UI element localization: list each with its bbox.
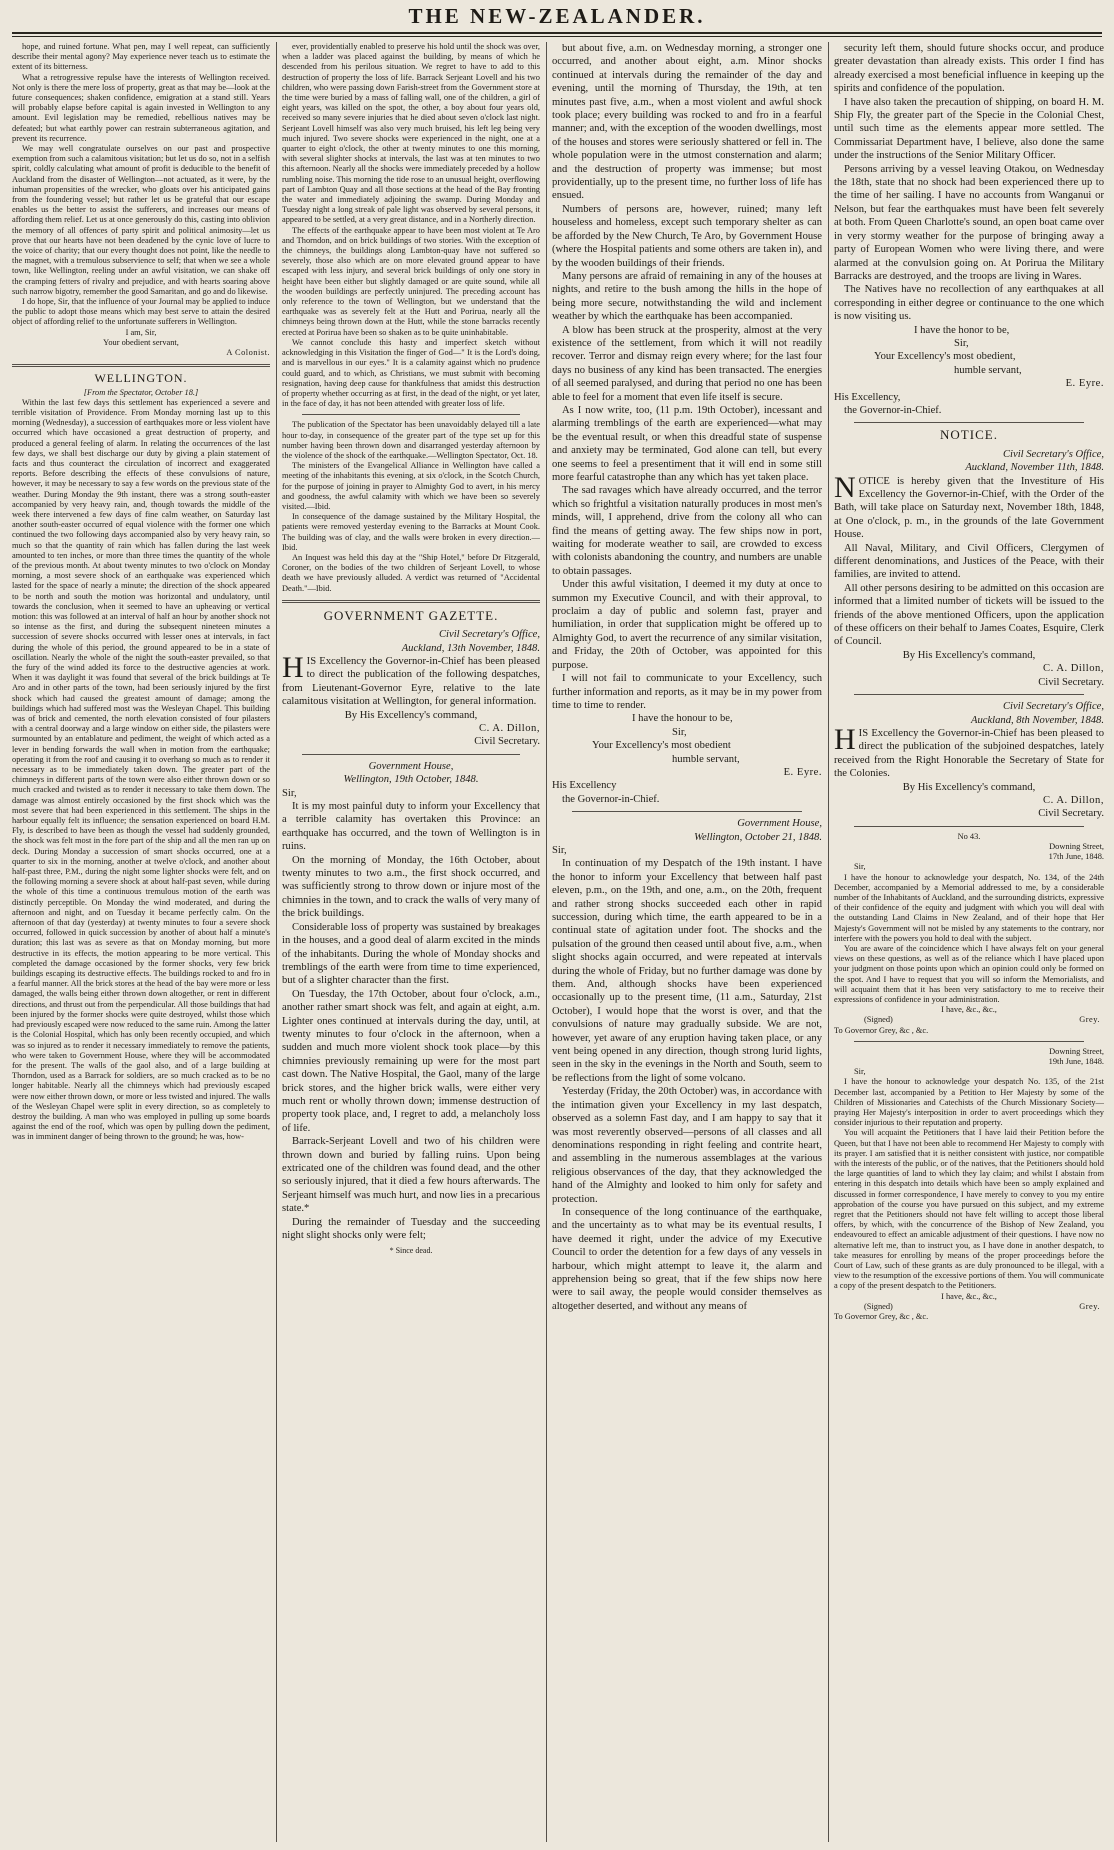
notice-paragraph: All Naval, Military, and Civil Officers, Clergymen of different denominations, and Justices of the Peace, with their families, are invited to attend.	[834, 542, 1104, 581]
addressee: His Excellency,	[834, 391, 901, 403]
place-line: Government House,	[368, 760, 454, 772]
source-line: [From the Spectator, October 18.]	[83, 387, 199, 397]
article-paragraph: ever, providentially enabled to preserve his hold until the shock was over, when a ladder was placed against the building, by means of which he descended from his perilous situation. We regret to have to add to this destruction of property the loss of life. Barrack Serjeant Lovell and his two children, who were passing down Farish-street from the Government store at the time were buried by a mass of falling wall, one of the children, a girl of eight years, was killed on the spot, the other, a boy about four years old, received so many severe injuries that he died about seven o'clock last night. Serjeant Lovell himself was also very much bruised, his left leg being very much injured. Two severe shocks were experienced in the night, one at a quarter to eight o'clock, the other at twenty minutes to one this morning, with several slighter shocks at intervals, the last was at ten minutes to two this afternoon. Nearly all the shocks were immediately preceded by a hollow rumbling noise. This morning the tide rose to an unusual height, overflowing part of Lambton Quay and all those sections at the head of the Bay fronting the water and immediately adjoining the swamp. During Monday and Tuesday night a long streak of pale light was observed by several persons, it appeared to be settled, at a very great distance, and in a Northerly direction.	[282, 42, 540, 225]
drop-cap: N	[834, 470, 856, 504]
despatch-paragraph: Under this awful visitation, I deemed it my duty at once to summon my Executive Council, and with their approval, to proclaim a day of public and solemn fast, prayer and humiliation, in order that supplication might be offered up to Almighty God, to avert the recurrence of any similar visitation, and Friday, the 20th of October, was appointed for this purpose.	[552, 579, 822, 671]
addressee: the Governor-in-Chief.	[844, 404, 942, 416]
signed-label: (Signed)	[864, 1301, 893, 1311]
despatch-paragraph: I have also taken the precaution of shipping, on board H. M. Ship Fly, the greater part of the Specie in the Colonial Chest, until such time as the elements appear more settled. The Commissariat Department have, I believe, also done the same under the instructions of the Senior Military Officer.	[834, 96, 1104, 162]
command-line: By His Excellency's command,	[344, 709, 478, 721]
column-1	[12, 42, 270, 1842]
despatch-paragraph: security left them, should future shocks occur, and produce greater devastation than already exists. This order I find has already exercised a most beneficial influence in keeping up the spirits and confidence of the population.	[834, 43, 1104, 95]
signature-title: Civil Secretary.	[474, 736, 540, 748]
despatch-paragraph: During the remainder of Tuesday and the succeeding night slight shocks only were felt;	[282, 1216, 540, 1242]
signature: Grey.	[1079, 1301, 1100, 1311]
letter-paragraph: We may well congratulate ourselves on our past and prospective exemption from such a calamitous visitation; but let us do so, not in a selfish spirit, coldly calculating what amount of profit is deducible to the benefit of Auckland from the disaster of Wellington—not actuated, as it were, by the inhuman propensities of the wrecker, who gloats over his anticipated gains from the foundering vessel; but rather let us be grateful that our escape enables us the better to assist the sufferers, and increases our means of affording them relief. Let us at once generously do this, casting into oblivion the memory of all offences of party spirit and political animosity—let us prove that our hearts have not been deadened by the cynic love of lucre to the voice of charity; that our every thought does not point, like the needle to the magnet, with a tremulous subservience to self; that when we see a whole town, like Wellington, reeling under an awful visitation, we can shake off the cramping fetters of rivalry and prejudice, and with hearts soaring above such narrow bigotry, remember the good Samaritan, and go and do likewise.	[12, 144, 270, 296]
addressee: To Governor Grey, &c , &c.	[834, 1312, 929, 1322]
despatch-paragraph: On Tuesday, the 17th October, about four o'clock, a.m., another rather smart shock was felt, and again at eight, a.m. Lighter ones continued at intervals during the day, until, at twenty minutes to four o'clock in the afternoon, when a sudden and much more violent shock took place—by this chimnies previously remaining up were for the most part cast down. The Native Hospital, the Gaol, many of the large brick stores, and the higher brick walls, were either very much rent or wholly thrown down; immense destruction of property took place, and, I regret to add, a melancholy loss of life.	[282, 988, 540, 1134]
place-line: Downing Street,	[1049, 1046, 1104, 1056]
despatch-paragraph: but about five, a.m. on Wednesday morning, a stronger one occurred, and another about eight, a.m. Minor shocks continued at intervals during the remainder of the day and evening, until the morning of Thursday, the 19th, at ten minutes past five, a.m., when a most violent and awful shock took place; every building was rocked to and fro in a fearful manner; and, with the exception of the wooden dwellings, most of the houses and stores were seriously shattered or fell in. The whole population were in the utmost consternation and alarm; and the destruction of property was immense; but most providentially, up to the present time, no further loss of life has ensued.	[552, 43, 822, 202]
signature: Grey.	[1079, 1015, 1100, 1025]
signature: C. A. Dillon,	[1043, 794, 1104, 806]
despatch-paragraph: The sad ravages which have already occurred, and the terror which so frightful a visitation naturally produces in most men's minds, will, I apprehend, drive from the colony all who can find the means of getting away. The few ships now in port, waiting for moderate weather to sail, are crowded to excess with colonists abandoning the country, and numbers are unable to obtain passages.	[552, 485, 822, 577]
closing-line: Your Excellency's most obedient	[592, 740, 731, 752]
signature: C. A. Dillon,	[1043, 663, 1104, 675]
despatch-paragraph: It is my most painful duty to inform your Excellency that a terrible calamity has overtaken this Province: an earthquake has occurred, and the town of Wellington is in ruins.	[282, 801, 540, 853]
drop-cap: H	[282, 650, 304, 684]
despatch-paragraph: The Natives have no recollection of any earthquakes at all corresponding in either degree or continuance to the one which is now visiting us.	[834, 284, 1104, 323]
place-line: Downing Street,	[1049, 841, 1104, 851]
signature: C. A. Dillon,	[479, 723, 540, 735]
despatch-paragraph: Many persons are afraid of remaining in any of the houses at nights, and retire to the bush among the hills in the hope of being more secure, notwithstanding the wild and inclement weather by which the earthquake has been accompanied.	[552, 270, 822, 323]
letter-closing: I am, Sir,	[125, 327, 157, 337]
footnote: * Since dead.	[389, 1246, 433, 1256]
letter-signature: A Colonist.	[226, 348, 270, 358]
despatch-paragraph: Considerable loss of property was sustained by breakages in the houses, and a good deal of alarm excited in the minds of the inhabitants. During the whole of Monday shocks and tremblings of the earth were from time to time experienced, but of a slighter character than the first.	[282, 921, 540, 987]
office-line: Civil Secretary's Office,	[1002, 701, 1104, 713]
closing-line: I have the honor to be,	[914, 324, 1010, 336]
command-line: By His Excellency's command,	[902, 781, 1036, 793]
addressee: To Governor Grey, &c , &c.	[834, 1025, 929, 1035]
letter-closing: Your obedient servant,	[103, 337, 179, 347]
letter-paragraph: I do hope, Sir, that the influence of your Journal may be applied to induce the public to adopt those means which may best serve to attain the desired object of affording relief to the unfortunate sufferers in Wellington.	[12, 297, 270, 327]
date-line: Auckland, November 11th, 1848.	[965, 462, 1104, 474]
date-line: Auckland, 8th November, 1848.	[971, 714, 1104, 726]
section-rule	[572, 811, 802, 812]
despatch-paragraph: I have the honour to acknowledge your despatch, No. 134, of the 24th December, accompanied by a Memorial addressed to me, by a considerable number of the Inhabitants of Auckland, and the surrounding districts, expressive of their confidence of the equity and judgment with which you will deal with the outstanding Land Claims in New Zealand, and of their hope that Her Majesty's Government will not be misled by any statements to the contrary, nor interfere with the powers you hold to deal with the subject.	[834, 872, 1104, 943]
date-line: Auckland, 13th November, 1848.	[401, 642, 540, 654]
notice-text: OTICE is hereby given that the Investiture of His Excellency the Governor-in-Chief, with the Order of the Bath, will take place on Saturday next, November 18th, 1848, at One o'clock, p. m., in the grounds of the late Government House.	[834, 475, 1104, 541]
newspaper-columns	[12, 42, 1104, 1842]
addressee: His Excellency	[552, 780, 617, 792]
closing-line: Sir,	[954, 337, 969, 349]
despatch-number: No 43.	[957, 831, 981, 841]
article-paragraph: Within the last few days this settlement has experienced a severe and terrible visitation of Providence. From Monday morning last up to this morning (Wednesday), a succession of earthquakes more or less violent have occurred which have occasioned a great destruction of property, and produced a general feeling of alarm. In relating the occurrences of the last few days, we shall best discharge our duty by giving a plain statement of facts and thus counteract the circulation of incorrect and exaggerated reports. Before describing the effects of these convulsions of nature, however, it may be necessary to say a few words on the previous state of the weather. During Monday the 9th instant, there was a strong south-easter accompanied by very heavy rain, and, though towards the middle of the week there intervened a few days of fine calm weather, on Saturday last another south-easter occurred of equal violence with the former one which continued the two following days accompanied also by very heavy rain, so much so that the quantity of rain which has fallen during the last week amounted to ten inches, or more than three times the quantity of the whole of the previous month. At about twenty minutes to two o'clock on Monday morning, a most severe shock of an earthquake was experienced which lasted for the space of nearly a minute; the direction of the shock appeared to be north and south the motion was horizontal and undulatory, until towards the conclusion, when it seemed to have an upheaving or vertical motion: this was followed at an interval of half an hour by another shock not so intense as the first, and during the subsequent nineteen minutes a succession of severe shocks occurred with lesser ones at intervals, in fact during the whole of this period, the ground appeared to be in a state of oscillation. Nearly the whole of the night the south-easter prevailed, so that the fury of the wind added its force to the destructive agencies at work. When it was daylight it was found that several of the brick buildings at Te Aro and in other parts of the town, had been seriously injured by the first shock which had caused the greatest amount of damage; among the buildings which had suffered most was the Wesleyan Chapel. This building was of brick and cemented, the north elevation consisted of four pilasters with a central doorway and a large window on either side, the pilasters were surmounted by an entablature and pediment, the weight of which acted as a lever in bending forwards the wall when in motion from the earthquake; operating it from the roof and causing it to overhang so much as to render it necessary as to be immediately taken down. The greater part of the chimneys in different parts of the town were also either thrown down or so much cracked and twisted as to render it necessary to take them down. The damage was almost entirely occasioned by the first shock which was the most severe that had been experienced in this settlement. The ships in the harbour equally felt its influence; the sensation experienced on board H.M. Fly, is described to have been as though the vessel had suddenly grounded, the shock was felt most in the fore part of the ship and all the men ran up on deck. During Monday a succession of smart shocks occurred, one at a quarter to six in the morning, another at twelve o'clock, and another about half-past three, P.M., during the night some lighter shocks were felt, and on the following morning a severe shock at about half-past seven, while during the whole of this time a continuous tremulous motion of the earth was distinctly perceptible. On Monday the wind moderated, and during the afternoon and night, and on Tuesday it became perfectly calm. On the afternoon of that day (yesterday) at twenty minutes to four a severe shock occurred, followed in quick succession by another of about half a minute's duration; this last was as severe as that on Monday morning, but more destructive in its effects, the motion appearing to be more vertical. This completed the damage occasioned by the former shocks, very few brick buildings escaping its destructive effects. The buildings rocked to and fro in a fearful manner. All the brick stores at the head of the bay were more or less damaged, the walls being either thrown down altogether, or rent in different directions, and thrust out from the perpendicular. All those buildings that had been injured by the former shocks were quite destroyed, whilst those which had previously escaped were now reduced to the same ruin. Among the latter is the Colonial Hospital, which has only been recently occupied, and which was so injured as to render it necessary immediately to remove the patients, who were taken to Government House, where they will be accommodated for the present. The walls of the gaol also, and of a large building at Thorndon, used as a Barrack for soldiers, are so much cracked as to be no longer habitable. Nearly all the chimneys which had previously escaped were now either thrown down, or more or less twisted and injured. The walls of the Wesleyan Chapel were split in every direction, so as completely to destroy the building. A man who was employed in pulling up some boards against the end of the roof, which was open by pulling down the pediment, was in imminent danger of being thrown to the ground; he was, how-	[12, 397, 270, 1142]
column-divider	[828, 42, 829, 1842]
section-heading: GOVERNMENT GAZETTE.	[323, 607, 499, 623]
column-2	[282, 42, 540, 1842]
gazette-text: IS Excellency the Governor-in-Chief has been pleased to direct the publication of the following despatches, from Lieutenant-Governor Eyre, relative to the late calamitous visitation at Wellington, for general information.	[282, 655, 540, 708]
despatch-paragraph: A blow has been struck at the prosperity, almost at the very existence of the settlement, from which it will not readily recover. Terror and dismay reign every where; for the last four days no business of any kind has been transacted. The energies of all seemed paralysed, and during that period no one has been able to feel for a moment that even life itself is secure.	[552, 324, 822, 403]
despatch-paragraph: Persons arriving by a vessel leaving Otakou, on Wednesday the 18th, state that no shock had been experienced there up to the time of her sailing. I have no accounts from Wanganui or Nelson, but fear the earthquakes must have been felt severely at both. From Queen Charlotte's sound, an open boat came over in very stormy weather for the purpose of bringing away a party of European Women who were living there, and were alarmed at the convulsion going on. At Porirua the Military Barracks are destroyed, and the troops are living in Wares.	[834, 163, 1104, 282]
closing-line: Sir,	[672, 726, 687, 738]
despatch-paragraph: As I now write, too, (11 p.m. 19th October), incessant and alarming tremblings of the earth are experienced—what may be the eventual result, or when this dreadful state of suspense and anxiety may be terminated, God alone can tell, but every one seems to feel a presentiment that it will end in some still more fearful catastrophe than any which has yet taken place.	[552, 404, 822, 483]
section-rule	[12, 364, 270, 367]
section-rule	[854, 422, 1084, 423]
news-note: An Inquest was held this day at the "Ship Hotel," before Dr Fitzgerald, Coroner, on the bodies of the two children of Serjeant Lovell, to whose death we have previously alluded. A verdict was returned of "Accidental Death."—Ibid.	[282, 552, 540, 593]
despatch-paragraph: In consequence of the long continuance of the earthquake, and the uncertainty as to what may be its eventual results, I have deemed it right, under the advice of my Executive Council to order the detention for a few days of any vessels in harbour, which might attempt to leave it, the alarm and apprehension being so great, that if the few ships now here were to sail away, the people would consider themselves as altogether deserted, and without any means of	[552, 1206, 822, 1312]
date-line: Wellington, October 21, 1848.	[694, 831, 822, 843]
column-divider	[546, 42, 547, 1842]
despatch-paragraph: Barrack-Serjeant Lovell and two of his children were thrown down and buried by falling ruins. Upon being extricated one of the children was found dead, and the other so seriously injured, that it died a few hours afterwards. The Serjeant himself was much hurt, and now lies in a precarious state.*	[282, 1136, 540, 1215]
section-rule	[282, 600, 540, 603]
section-rule	[854, 1041, 1084, 1042]
despatch-paragraph: You will acquaint the Petitioners that I have laid their Petition before the Queen, but that I have not been able to recommend Her Majesty to comply with its prayer. I am satisfied that it is neither consistent with justice, nor compatible with the interests of the public, or of the natives, that the Petitioners should hold the large quantities of land to which they lay claim; and whilst I abstain from entering in this despatch into details which have been so amply explained and discussed in former correspondence, I have merely to convey to you my entire approbation of the course you have pursued on this subject, and my extreme regret that the Petitioners should not have felt willing to accept those liberal offers, by which, with the concurrence of the Bishop of New Zealand, you endeavoured to effect an amicable adjustment of their questions. I have now no alternative left me, than to instruct you, as I have done in another despatch, to take measures for enrolling by means of the proper proceedings before the Court of Law, such of these grants as are duly pronounced to be illegal, with a view to the resumption of the excessive portions of them. You will communicate a copy of the present despatch to the Petitioners.	[834, 1128, 1104, 1291]
closing-line: humble servant,	[954, 364, 1022, 376]
news-note: The publication of the Spectator has been unavoidably delayed till a late hour to-day, in consequence of the greater part of the type set up for this number having been thrown down and disarranged yesterday afternoon by the violence of the shock of the earthquake.—Wellington Spectator, Oct. 18.	[282, 420, 540, 460]
despatch-paragraph: Yesterday (Friday, the 20th October) was, in accordance with the intimation given your Excellency in my last despatch, observed as a solemn Fast day, and I am happy to say that it was most reverently observed—persons of all classes and all denominations responding in right feeling and contrite heart, and assembling in the numerous assemblages at the various religious observances of the day, that they acknowledged the hand of the Almighty and looked to him only for safety and protection.	[552, 1086, 822, 1205]
column-3	[552, 42, 822, 1842]
despatch-paragraph: In continuation of my Despatch of the 19th instant. I have the honor to inform your Excellency that between half past eleven, p.m., on the 19th, and one, a.m., on the 20th, frequent and rather strong shocks succeeded each other in rapid succession, during which time, the earth appeared to be in a continual state of agitation under foot. The shocks and the pulsation of the ground then ceased until about five, a.m., when slight shocks again occurred, and were repeated at intervals during the whole of Friday, but no further damage was done by them. And, although shocks have been experienced occasionally up to the present time, (11 a.m., Saturday, 21st October), I would hope that the worst is over, and that the convulsions of nature may gradually subside. We are not, however, yet aware of any eruption having taken place, or any vent being opened in any direction, though strong lurid lights, seen in the sky in the evenings in the North and South, seem to be reflections from the light of some volcano.	[552, 858, 822, 1084]
section-rule	[302, 754, 520, 755]
column-divider	[276, 42, 277, 1842]
despatch-paragraph: Numbers of persons are, however, ruined; many left houseless and homeless, except such temporary shelter as can be afforded by the New Church, Te Aro, by Government House (where the Hospital patients and some others are taken in), and by the wooden buildings of their friends.	[552, 203, 822, 269]
section-rule	[854, 694, 1084, 695]
article-paragraph: We cannot conclude this hasty and imperfect sketch without acknowledging in this Visitation the finger of God—" It is the Lord's doing, and is marvellous in our eyes." It is a calamity against which no prudence could guard, and to which, as Christians, we must submit with becoming resignation, having deep cause for thankfulness that amidst this destruction of property whether occurring as at first, in the dead of the night, or yet later, in the face of day, it has not been attended with greater loss of life.	[282, 337, 540, 409]
signature: E. Eyre.	[783, 766, 822, 778]
date-line: 17th June, 1848.	[1048, 852, 1104, 862]
news-note: The ministers of the Evangelical Alliance in Wellington have called a meeting of the inhabitants this evening, at six o'clock, in the Scotch Church, for the purpose of joining in prayer to Almighty God to avert, in his mercy and goodness, the awful calamity with which we have been so severely visited.—Ibid.	[282, 461, 540, 511]
salutation: Sir,	[854, 862, 866, 872]
salutation: Sir,	[282, 787, 297, 799]
section-rule	[854, 826, 1084, 827]
signature-title: Civil Secretary.	[1038, 676, 1104, 688]
addressee: the Governor-in-Chief.	[562, 793, 660, 805]
news-note: In consequence of the damage sustained by the Military Hospital, the patients were removed yesterday evening to the Barracks at Mount Cook. The building was of clay, and the walls were broken in every direction.—Ibid.	[282, 512, 540, 552]
signature: E. Eyre.	[1065, 378, 1104, 390]
place-line: Government House,	[737, 818, 822, 830]
section-heading: WELLINGTON.	[94, 371, 188, 386]
article-paragraph: The effects of the earthquake appear to have been most violent at Te Aro and Thorndon, and on brick buildings of two stories. With the exception of the chimneys, the buildings along Lambton-quay have not suffered so severely, those also which are on more elevated ground appear to have escaped with less injury, and several brick buildings of only one story in height have been either but slightly damaged or are quite sound, while all the wooden buildings are perfectly uninjured. The preceding account has only reference to the town of Wellington, but we understand that the earthquake was as severely felt at the Hutt and Porirua, nearly all the chimneys being thrown down at the Hutt, while the stone barracks recently erected at Porirua have been so shaken as to be quite uninhabitable.	[282, 225, 540, 337]
masthead: THE NEW-ZEALANDER.	[408, 4, 706, 28]
despatch-paragraph: You are aware of the coincidence which I have always felt on your general views on these questions, as well as of the reliance which I have placed upon your judgment on those points upon which an opinion could only be formed on the spot. And I have to request that you will so inform the Memorialists, and will acquaint them that it has been very satisfactory to me to receive their expressions of confidence in your administration.	[834, 943, 1104, 1004]
closing-line: I have, &c., &c.,	[941, 1005, 997, 1015]
section-heading: NOTICE.	[940, 427, 998, 443]
date-line: Wellington, 19th October, 1848.	[343, 774, 479, 786]
closing-line: I have, &c., &c.,	[941, 1291, 997, 1301]
command-line: By His Excellency's command,	[902, 649, 1036, 661]
office-line: Civil Secretary's Office,	[1002, 448, 1104, 460]
salutation: Sir,	[552, 844, 567, 856]
office-line: Civil Secretary's Office,	[438, 629, 540, 641]
letter-paragraph: hope, and ruined fortune. What pen, may I well repeat, can sufficiently describe their mental agony? May experience never teach us to estimate the extent of its bitterness.	[12, 42, 270, 72]
despatch-paragraph: I will not fail to communicate to your Excellency, such further information and reports, as it may be in my power from time to time to render.	[552, 673, 822, 711]
section-rule	[302, 414, 520, 415]
notice-paragraph: All other persons desiring to be admitted on this occasion are informed that a limited number of tickets will be issued to the friends of the above mentioned Officers, upon the application of these officers on their behalf to James Coates, Esquire, Clerk of Council.	[834, 582, 1104, 648]
drop-cap: H	[834, 722, 856, 756]
closing-line: Your Excellency's most obedient,	[874, 351, 1016, 363]
signed-label: (Signed)	[864, 1015, 893, 1025]
signature-title: Civil Secretary.	[1038, 808, 1104, 820]
letter-paragraph: What a retrogressive repulse have the interests of Wellington received. Not only is there the mere loss of property, great as that may be—look at the future consequences; shaken confidence, emigration at a stand still. Years will probably elapse before capital is again invested in Wellington to any amount. Evil legislation may be remedied, rebellious natives may be defeated; but what earthly power can restrain subterraneous agitation, and prevent its recurrence.	[12, 72, 270, 143]
despatch-paragraph: I have the honour to acknowledge your despatch No. 135, of the 21st December last, accompanied by a Petition to Her Majesty by some of the Children of Missionaries and Catechists of the Church Missionary Society—praying Her Majesty's interposition in order to avert proceedings which they consider injurious to their reputation and property.	[834, 1077, 1104, 1128]
column-4	[834, 42, 1104, 1842]
despatch-paragraph: On the morning of Monday, the 16th October, about twenty minutes to two a.m., the first shock occurred, and was sufficiently strong to throw down or injure most of the chimnies in the town, and to crack the walls of very many of the brick buildings.	[282, 854, 540, 920]
closing-line: humble servant,	[672, 753, 740, 765]
top-rule-thin	[12, 36, 1102, 37]
closing-line: I have the honour to be,	[632, 713, 733, 725]
salutation: Sir,	[854, 1067, 866, 1077]
notice-text: IS Excellency the Governor-in-Chief has been pleased to direct the publication of the subjoined despatches, lately received from the Right Honorable the Secretary of State for the Colonies.	[834, 727, 1104, 780]
date-line: 19th June, 1848.	[1048, 1057, 1104, 1067]
top-rule	[12, 32, 1102, 34]
